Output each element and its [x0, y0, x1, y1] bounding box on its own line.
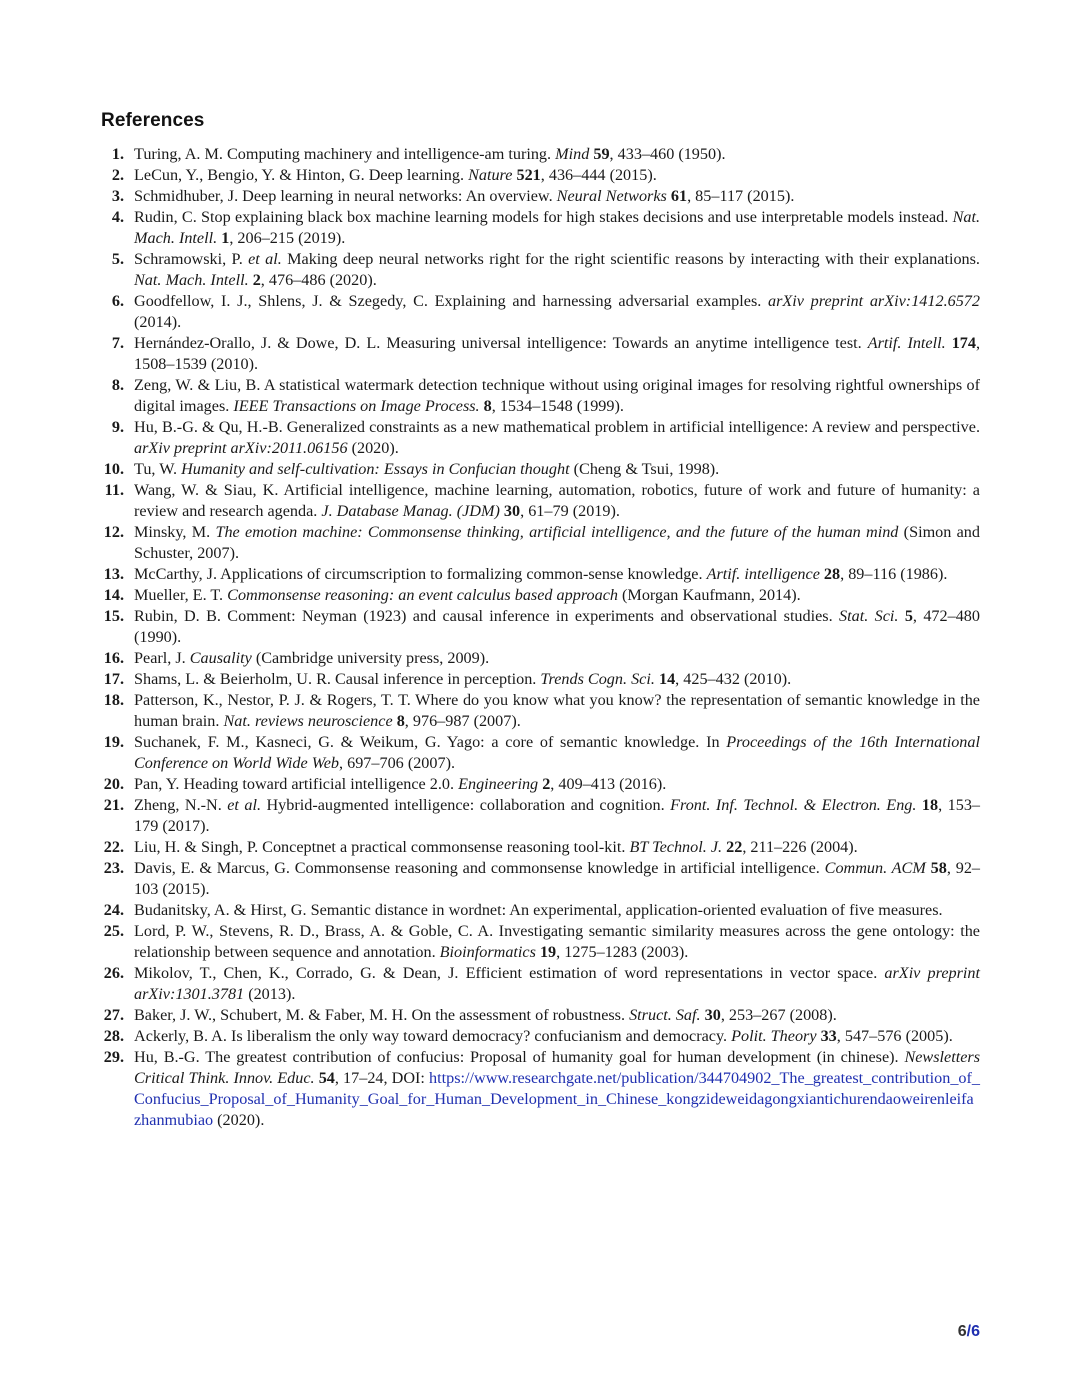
reference-italic-text: Engineering	[458, 775, 539, 793]
reference-text	[134, 921, 980, 963]
reference-item	[98, 648, 980, 669]
reference-text-segment: , 1534–1548 (1999).	[491, 397, 624, 415]
reference-text-segment: , 85–117 (2015).	[687, 187, 795, 205]
reference-text-segment: , 206–215 (2019).	[229, 229, 346, 247]
reference-text	[134, 417, 980, 459]
reference-text-segment: Tu, W.	[134, 460, 182, 478]
reference-text-segment: Pearl, J.	[134, 649, 190, 667]
reference-text-segment: Zheng, N.-N.	[134, 796, 228, 814]
reference-text-segment: Goodfellow, I. J., Shlens, J. & Szegedy, C. Explaining and harnessing adversarial examples.	[134, 292, 768, 310]
reference-number: 25.	[103, 922, 124, 940]
reference-item	[98, 249, 980, 291]
reference-item	[98, 1047, 980, 1131]
reference-text-segment: (2013).	[244, 985, 296, 1003]
reference-italic-text: Front. Inf. Technol. & Electron. Eng.	[670, 796, 917, 814]
reference-text-segment: (Morgan Kaufmann, 2014).	[618, 586, 801, 604]
reference-text-segment: Baker, J. W., Schubert, M. & Faber, M. H. On the assessment of robustness.	[134, 1006, 630, 1024]
reference-volume: 174	[951, 334, 976, 352]
page-current: 6	[957, 1323, 967, 1340]
reference-italic-text: BT Technol. J.	[629, 838, 723, 856]
reference-text	[134, 648, 980, 669]
reference-number: 21.	[103, 796, 124, 814]
reference-number: 27.	[103, 1006, 124, 1024]
reference-number: 20.	[103, 775, 124, 793]
reference-item	[98, 165, 980, 186]
reference-item	[98, 564, 980, 585]
reference-text	[134, 1047, 980, 1131]
reference-item	[98, 459, 980, 480]
reference-item	[98, 732, 980, 774]
reference-italic-text: Newsletters Critical Think. Innov. Educ.	[134, 1048, 980, 1087]
reference-text-segment: Schmidhuber, J. Deep learning in neural networks: An overview.	[134, 187, 557, 205]
reference-volume: 1	[221, 229, 230, 247]
reference-number: 9.	[111, 418, 124, 436]
reference-number: 17.	[103, 670, 124, 688]
reference-number: 24.	[103, 901, 124, 919]
reference-item	[98, 690, 980, 732]
reference-text	[134, 375, 980, 417]
reference-text-segment: Davis, E. & Marcus, G. Commonsense reasoning and commonsense knowledge in artificial intelligence.	[134, 859, 825, 877]
reference-text	[134, 1026, 980, 1047]
reference-volume: 2	[542, 775, 551, 793]
reference-italic-text: et al.	[248, 250, 282, 268]
reference-text	[134, 186, 980, 207]
reference-text-segment: Lord, P. W., Stevens, R. D., Brass, A. & Goble, C. A. Investigating semantic similarity measures across the gene ontology: the relationship between sequence and annotation.	[134, 922, 980, 961]
reference-text-segment: Pan, Y. Heading toward artificial intelligence 2.0.	[134, 775, 459, 793]
reference-text-segment: Turing, A. M. Computing machinery and intelligence-am turing.	[134, 145, 556, 163]
reference-text-segment: , 472–480 (1990).	[134, 607, 980, 646]
reference-item	[98, 207, 980, 249]
reference-text-segment: Hybrid-augmented intelligence: collaboration and cognition.	[261, 796, 671, 814]
reference-text	[134, 774, 980, 795]
reference-item	[98, 522, 980, 564]
reference-text	[134, 690, 980, 732]
reference-text	[134, 669, 980, 690]
reference-text	[134, 480, 980, 522]
reference-text-segment: Hernández-Orallo, J. & Dowe, D. L. Measuring universal intelligence: Towards an anytime intelligence test.	[134, 334, 868, 352]
reference-text	[134, 564, 980, 585]
reference-text	[134, 837, 980, 858]
reference-italic-text: Trends Cogn. Sci.	[540, 670, 655, 688]
reference-italic-text: Artif. Intell.	[867, 334, 946, 352]
reference-volume: 8	[483, 397, 492, 415]
reference-text-segment: , 547–576 (2005).	[836, 1027, 953, 1045]
reference-italic-text: Nat. Mach. Intell.	[134, 208, 980, 247]
reference-text-segment: (2014).	[134, 313, 182, 331]
reference-italic-text: Commonsense reasoning: an event calculus based approach	[227, 586, 618, 604]
reference-italic-text: arXiv preprint arXiv:1301.3781	[134, 964, 980, 1003]
reference-number: 1.	[111, 145, 124, 163]
page-number	[958, 1323, 980, 1341]
reference-text	[134, 900, 980, 921]
reference-text	[134, 795, 980, 837]
reference-number: 12.	[103, 523, 124, 541]
reference-text-segment: , 211–226 (2004).	[742, 838, 858, 856]
reference-text-segment: , 433–460 (1950).	[609, 145, 726, 163]
reference-number: 26.	[103, 964, 124, 982]
reference-number: 3.	[111, 187, 124, 205]
reference-text-segment: Rubin, D. B. Comment: Neyman (1923) and causal inference in experiments and observational studies.	[134, 607, 840, 625]
reference-volume: 30	[503, 502, 521, 520]
reference-number: 22.	[103, 838, 124, 856]
reference-italic-text: Causality	[189, 649, 252, 667]
reference-item	[98, 1005, 980, 1026]
reference-text-segment: Minsky, M.	[134, 523, 216, 541]
reference-italic-text: IEEE Transactions on Image Process.	[233, 397, 480, 415]
reference-number: 10.	[103, 460, 124, 478]
reference-text	[134, 144, 980, 165]
reference-item	[98, 837, 980, 858]
reference-volume: 14	[658, 670, 676, 688]
reference-item	[98, 963, 980, 1005]
references-heading: References	[101, 110, 205, 131]
reference-number: 29.	[103, 1048, 124, 1066]
reference-text-segment: , 61–79 (2019).	[520, 502, 620, 520]
reference-text-segment: (Cheng & Tsui, 1998).	[569, 460, 720, 478]
reference-item	[98, 1026, 980, 1047]
reference-italic-text: et al.	[227, 796, 262, 814]
reference-item	[98, 333, 980, 375]
reference-volume: 19	[539, 943, 557, 961]
reference-italic-text: Mind	[555, 145, 590, 163]
reference-text-segment: Rudin, C. Stop explaining black box machine learning models for high stakes decisions and use interpretable models instead.	[134, 208, 953, 226]
reference-item	[98, 795, 980, 837]
reference-text-segment: Liu, H. & Singh, P. Conceptnet a practical commonsense reasoning tool-kit.	[134, 838, 630, 856]
reference-text	[134, 858, 980, 900]
reference-italic-text: arXiv preprint arXiv:2011.06156	[134, 439, 348, 457]
reference-text-segment: Making deep neural networks right for the right scientific reasons by interacting with their explanations.	[281, 250, 980, 268]
reference-item	[98, 186, 980, 207]
reference-text-segment: Schramowski, P.	[134, 250, 249, 268]
reference-text-segment: , 253–267 (2008).	[720, 1006, 837, 1024]
reference-italic-text: The emotion machine: Commonsense thinking, artificial intelligence, and the future of the human mind	[215, 523, 899, 541]
reference-text-segment: (2020).	[347, 439, 399, 457]
reference-text-segment: , 1508–1539 (2010).	[134, 334, 981, 373]
reference-text	[134, 459, 980, 480]
reference-item	[98, 606, 980, 648]
reference-item	[98, 921, 980, 963]
reference-volume: 61	[670, 187, 688, 205]
reference-text-segment: , 153–179 (2017).	[134, 796, 981, 835]
reference-item	[98, 375, 980, 417]
reference-volume: 28	[823, 565, 841, 583]
reference-italic-text: Proceedings of the 16th International Conference on World Wide Web	[134, 733, 980, 772]
reference-volume: 22	[726, 838, 743, 856]
reference-text-segment: Ackerly, B. A. Is liberalism the only way toward democracy? confucianism and democracy.	[134, 1027, 732, 1045]
reference-text	[134, 585, 980, 606]
reference-text-segment: (Simon and Schuster, 2007).	[134, 523, 980, 562]
reference-text	[134, 165, 980, 186]
reference-item	[98, 900, 980, 921]
reference-text-segment: (Cambridge university press, 2009).	[251, 649, 490, 667]
reference-volume: 33	[820, 1027, 837, 1045]
reference-volume: 2	[252, 271, 261, 289]
reference-text-segment: , 425–432 (2010).	[675, 670, 792, 688]
reference-number: 2.	[111, 166, 124, 184]
reference-text	[134, 963, 980, 1005]
reference-text-segment: Hu, B.-G. The greatest contribution of confucius: Proposal of humanity goal for human development (in chinese).	[134, 1048, 905, 1066]
reference-volume: 18	[921, 796, 939, 814]
reference-item	[98, 417, 980, 459]
reference-text	[134, 333, 980, 375]
reference-number: 4.	[111, 208, 124, 226]
reference-number: 15.	[103, 607, 124, 625]
reference-text-segment: , 436–444 (2015).	[540, 166, 657, 184]
reference-text-segment: , 476–486 (2020).	[260, 271, 377, 289]
reference-number: 6.	[111, 292, 124, 310]
reference-item	[98, 585, 980, 606]
page-separator: /	[966, 1323, 972, 1340]
reference-italic-text: Artif. intelligence	[706, 565, 820, 583]
reference-item	[98, 144, 980, 165]
reference-text-segment: Shams, L. & Beierholm, U. R. Causal inference in perception.	[134, 670, 541, 688]
reference-text	[134, 291, 980, 333]
reference-text-segment: LeCun, Y., Bengio, Y. & Hinton, G. Deep learning.	[134, 166, 469, 184]
reference-number: 7.	[111, 334, 124, 352]
reference-volume: 521	[516, 166, 541, 184]
reference-item	[98, 291, 980, 333]
reference-text-segment: , 697–706 (2007).	[339, 754, 456, 772]
page-total: 6	[971, 1323, 980, 1340]
reference-text-segment: , 976–987 (2007).	[404, 712, 521, 730]
reference-text	[134, 522, 980, 564]
reference-text-segment: Mueller, E. T.	[134, 586, 228, 604]
reference-text	[134, 1005, 980, 1026]
reference-text-segment: Suchanek, F. M., Kasneci, G. & Weikum, G. Yago: a core of semantic knowledge. In	[134, 733, 727, 751]
doi-link[interactable]: https://www.researchgate.net/publication/344704902_The_greatest_contribution_of_Confucius_Proposal_of_Humanity_Goal_for_Human_Development_in_Chinese_kongzideweidagongxiantichurendaoweirenleifazhanmubiao	[134, 1069, 981, 1129]
reference-text-segment: , 409–413 (2016).	[550, 775, 667, 793]
reference-text-segment: Wang, W. & Siau, K. Artificial intelligence, machine learning, automation, robotics, future of work and future of humanity: a review and research agenda.	[134, 481, 980, 520]
reference-item	[98, 480, 980, 522]
reference-number: 18.	[103, 691, 124, 709]
reference-number: 19.	[103, 733, 124, 751]
reference-number: 5.	[111, 250, 124, 268]
reference-text-segment: Zeng, W. & Liu, B. A statistical watermark detection technique without using original images for resolving rightful ownerships of digital images.	[134, 376, 980, 415]
reference-italic-text: arXiv preprint arXiv:1412.6572	[768, 292, 980, 310]
reference-text-segment: Patterson, K., Nestor, P. J. & Rogers, T. T. Where do you know what you know? the representation of semantic knowledge in the human brain.	[134, 691, 980, 730]
reference-italic-text: Stat. Sci.	[839, 607, 899, 625]
reference-text-segment: Budanitsky, A. & Hirst, G. Semantic distance in wordnet: An experimental, application-oriented evaluation of five measures.	[134, 901, 943, 919]
reference-number: 16.	[103, 649, 124, 667]
reference-number: 28.	[103, 1027, 124, 1045]
reference-italic-text: Nat. reviews neuroscience	[223, 712, 393, 730]
reference-item	[98, 774, 980, 795]
reference-volume: 30	[704, 1006, 721, 1024]
reference-italic-text: Humanity and self-cultivation: Essays in Confucian thought	[181, 460, 570, 478]
reference-volume: 58	[930, 859, 947, 877]
reference-italic-text: J. Database Manag. (JDM)	[321, 502, 500, 520]
reference-italic-text: Bioinformatics	[439, 943, 536, 961]
reference-text-segment: , 89–116 (1986).	[840, 565, 948, 583]
reference-italic-text: Struct. Saf.	[629, 1006, 701, 1024]
reference-text-segment: Mikolov, T., Chen, K., Corrado, G. & Dean, J. Efficient estimation of word representations in vector space.	[134, 964, 885, 982]
reference-text-segment: , 92–103 (2015).	[134, 859, 981, 898]
reference-italic-text: Polit. Theory	[731, 1027, 817, 1045]
reference-text-segment: Hu, B.-G. & Qu, H.-B. Generalized constraints as a new mathematical problem in artificial intelligence: A review and perspective.	[134, 418, 980, 436]
reference-italic-text: Commun. ACM	[824, 859, 926, 877]
reference-volume: 54	[318, 1069, 335, 1087]
reference-volume: 59	[593, 145, 610, 163]
reference-text	[134, 207, 980, 249]
reference-number: 14.	[103, 586, 124, 604]
reference-item	[98, 669, 980, 690]
reference-volume: 8	[396, 712, 405, 730]
reference-italic-text: Nature	[468, 166, 513, 184]
reference-number: 8.	[111, 376, 124, 394]
reference-number: 11.	[104, 481, 124, 499]
reference-text-segment: McCarthy, J. Applications of circumscription to formalizing common-sense knowledge.	[134, 565, 707, 583]
reference-text	[134, 249, 980, 291]
references-list	[98, 144, 980, 1131]
reference-italic-text: Neural Networks	[556, 187, 667, 205]
reference-text-segment: (2020).	[213, 1111, 265, 1129]
reference-text	[134, 606, 980, 648]
reference-text-segment: , 1275–1283 (2003).	[556, 943, 689, 961]
reference-number: 23.	[103, 859, 124, 877]
reference-text-segment: , 17–24, DOI:	[334, 1069, 430, 1087]
reference-text	[134, 732, 980, 774]
reference-italic-text: Nat. Mach. Intell.	[134, 271, 249, 289]
reference-number: 13.	[103, 565, 124, 583]
reference-volume: 5	[904, 607, 913, 625]
reference-item	[98, 858, 980, 900]
